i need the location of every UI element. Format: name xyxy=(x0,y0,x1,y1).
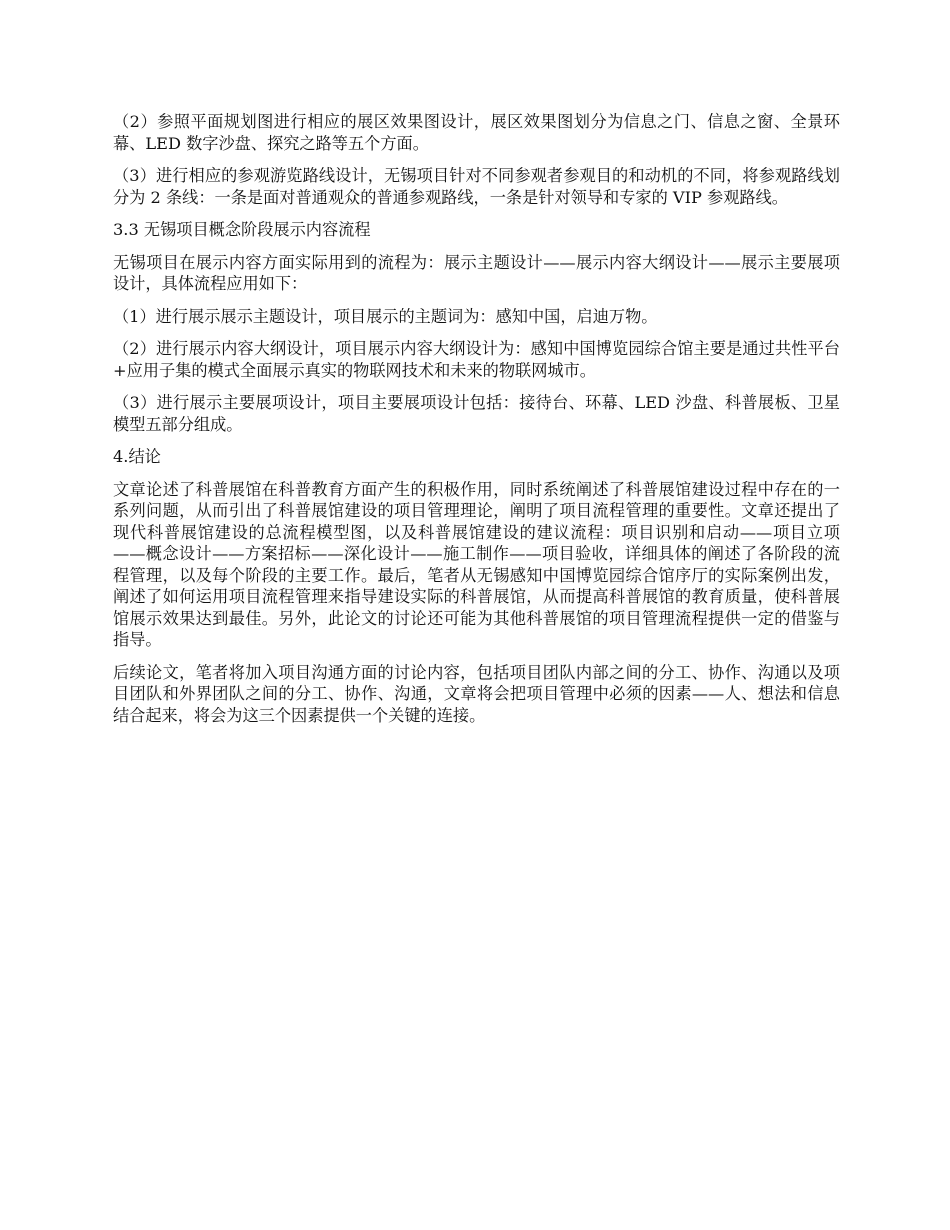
paragraph-content-flow: 无锡项目在展示内容方面实际用到的流程为：展示主题设计——展示内容大纲设计——展示主要展项设计，具体流程应用如下： xyxy=(113,252,840,293)
paragraph-conclusion: 文章论述了科普展馆在科普教育方面产生的积极作用，同时系统阐述了科普展馆建设过程中存在的一系列问题，从而引出了科普展馆建设的项目管理理论，阐明了项目流程管理的重要性。文章还提出了现代科普展馆建设的总流程模型图，以及科普展馆建设的建议流程：项目识别和启动——项目立项——概念设计——方案招标——深化设计——施工制作——项目验收，详细具体的阐述了各阶段的流程管理，以及每个阶段的主要工作。最后，笔者从无锡感知中国博览园综合馆序厅的实际案例出发，阐述了如何运用项目流程管理来指导建设实际的科普展馆，从而提高科普展馆的教育质量，使科普展馆展示效果达到最佳。另外，此论文的讨论还可能为其他科普展馆的项目管理流程提供一定的借鉴与指导。 xyxy=(113,479,840,649)
document-page xyxy=(113,111,840,737)
paragraph-exhibit-rendering: （2）参照平面规划图进行相应的展区效果图设计，展区效果图划分为信息之门、信息之窗、全景环幕、LED 数字沙盘、探究之路等五个方面。 xyxy=(113,112,840,153)
paragraph-tour-route: （3）进行相应的参观游览路线设计，无锡项目针对不同参观者参观目的和动机的不同，将参观路线划分为 2 条线：一条是面对普通观众的普通参观路线，一条是针对领导和专家的 VIP 参观路线。 xyxy=(113,166,840,207)
heading-section-3-3: 3.3 无锡项目概念阶段展示内容流程 xyxy=(113,220,371,239)
paragraph-theme-design: （1）进行展示展示主题设计，项目展示的主题词为：感知中国，启迪万物。 xyxy=(113,306,658,326)
paragraph-main-exhibits: （3）进行展示主要展项设计，项目主要展项设计包括：接待台、环幕、LED 沙盘、科普展板、卫星模型五部分组成。 xyxy=(113,393,840,434)
paragraph-outline-design: （2）进行展示内容大纲设计，项目展示内容大纲设计为：感知中国博览园综合馆主要是通过共性平台+应用子集的模式全面展示真实的物联网技术和未来的物联网城市。 xyxy=(113,339,840,380)
heading-section-4: 4.结论 xyxy=(113,447,161,466)
paragraph-future-work: 后续论文，笔者将加入项目沟通方面的讨论内容，包括项目团队内部之间的分工、协作、沟通以及项目团队和外界团队之间的分工、协作、沟通，文章将会把项目管理中必须的因素——人、想法和信息结合起来，将会为这三个因素提供一个关键的连接。 xyxy=(113,662,840,725)
